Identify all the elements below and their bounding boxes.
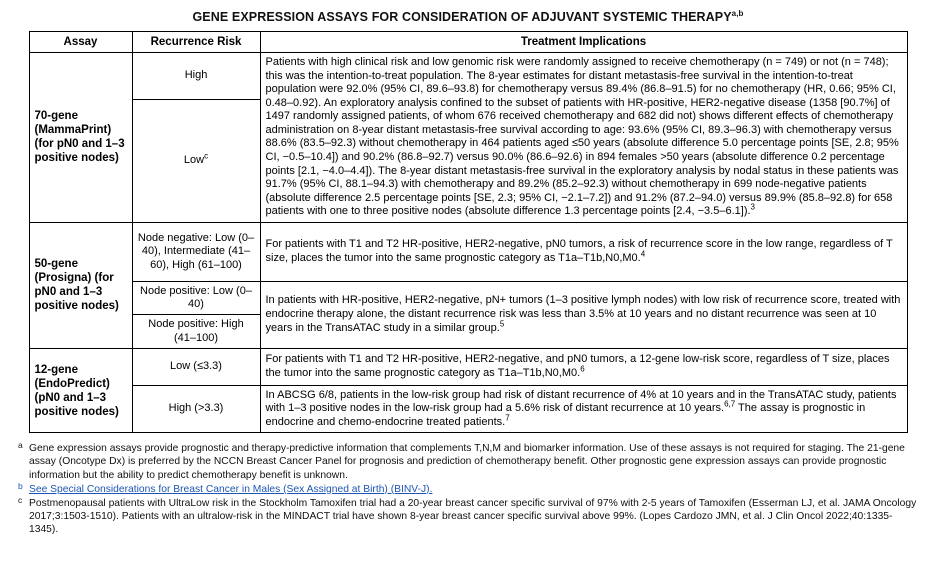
footnote-marker-c: c <box>18 494 23 505</box>
risk-footnote-marker: c <box>204 151 209 161</box>
table-row <box>29 385 907 433</box>
implication-text: For patients with T1 and T2 HR-positive, HER2-negative, and pN0 tumors, a 12-gene low-risk score, regardless of T size, places the tumor into the same prognostic category as T1a–T1b,N0,M0. <box>265 353 890 379</box>
page-title <box>14 10 922 24</box>
implication-reference: 6 <box>580 364 585 374</box>
treatment-implication-50-gene-node-negative <box>260 222 907 281</box>
footnote-link-special-considerations[interactable]: See Special Considerations for Breast Cancer in Males (Sex Assigned at Birth) (BINV-J). <box>29 483 433 495</box>
recurrence-risk-node-positive-low: Node positive: Low (0–40) <box>132 281 260 314</box>
footnote-marker-b: b <box>18 480 23 491</box>
footnote-a <box>18 442 918 481</box>
table-row <box>29 222 907 281</box>
footnote-text-c: Postmenopausal patients with UltraLow risk in the Stockholm Tamoxifen trial had a 20-year breast cancer specific survival of 97% with 2-5 years of Tamoxifen (Esserman LJ, et al. JAMA Oncology 2017;3:1503-1510). Patients with an ultralow-risk in the MINDACT trial have shown 8-year breast cancer specific survival above 99%. (Lopes Cardozo JMN, et al. J Clin Oncol 2022;40:1335-1345). <box>29 497 917 535</box>
treatment-implication-12-gene-low <box>260 348 907 385</box>
column-header-treatment-implications: Treatment Implications <box>260 32 907 53</box>
recurrence-risk-low-score: Low (≤3.3) <box>132 348 260 385</box>
recurrence-risk-node-negative: Node negative: Low (0–40), Intermediate (41–60), High (61–100) <box>132 222 260 281</box>
column-header-recurrence-risk: Recurrence Risk <box>132 32 260 53</box>
recurrence-risk-low <box>132 100 260 223</box>
table-body <box>29 53 907 433</box>
recurrence-risk-high <box>132 53 260 100</box>
table-row <box>29 348 907 385</box>
implication-reference-post: 7 <box>505 413 510 423</box>
implication-reference: 3 <box>750 202 755 212</box>
assay-name-12-gene: 12-gene (EndoPredict) (pN0 and 1–3 positive nodes) <box>29 348 132 433</box>
implication-reference: 4 <box>640 249 646 259</box>
footnote-b <box>18 480 918 496</box>
table-header <box>29 32 907 53</box>
footnote-text-a: Gene expression assays provide prognostic and therapy-predictive information that complements T,N,M and biomarker information. Use of these assays is not required for staging. The 21-gene assay (Oncotype Dx) is preferred by the NCCN Breast Cancer Panel for prognosis and prediction of chemotherapy benefit. Other prognostic gene expression assays can provide prognostic information but the ability to predict chemotherapy benefit is unknown. <box>29 443 905 481</box>
table-header-row <box>29 32 907 53</box>
gene-expression-assay-table <box>29 31 908 433</box>
treatment-implication-12-gene-high <box>260 385 907 433</box>
page-title-text: GENE EXPRESSION ASSAYS FOR CONSIDERATION OF ADJUVANT SYSTEMIC THERAPY <box>192 10 732 24</box>
table-row <box>29 281 907 314</box>
implication-text: Patients with high clinical risk and low genomic risk were randomly assigned to receive chemotherapy (n = 749) or not (n = 748); this was the intention-to-treat population. The 8-year estimates for distant metastasis-free survival in the intention-to-treat population were 92.0% (95% CI, 89.6–93.8) for chemotherapy versus 89.4% (86.8–91.5) for no chemotherapy (HR, 0.66; 95% CI, 0.48–0.92). An exploratory analysis confined to the subset of patients with HR-positive, HER2-negative disease (1358 [90.7%] of 1497 randomly assigned patients, of whom 676 received chemotherapy and 682 did not) shows different effects of chemotherapy administration on 8-year distant metastasis-free survival according to age: 93.6% (95% CI, 89.3–96.3) with chemotherapy versus 88.6% (83.5–92.3) without chemotherapy in 464 patients aged ≤50 years (absolute difference 5.0 percentage points [SE, 2.8; 95% CI, −0.5–10.4]) and 90.2% (86.8–92.7) versus 90.0% (86.6–92.6) in 894 females >50 years (absolute difference 0.2 percentage points [2.1, −4.0–4.4]). The 8-year distant metastasis-free survival in the exploratory analysis by nodal status in these patients was 91.7% (95% CI, 88.1–94.3) with chemotherapy and 89.2% (85.2–92.3) without chemotherapy in 699 node-negative patients (absolute difference 2.5 percentage points [SE, 2.3; 95% CI, −2.1–7.2]) and 91.2% (87.2–94.0) versus 89.9% (85.8–92.8) for 658 patients with one to three positive nodes (absolute difference 1.3 percentage points [2.4, −3.5–6.1]). <box>265 56 899 218</box>
assay-name-70-gene: 70-gene (MammaPrint) (for pN0 and 1–3 positive nodes) <box>29 53 132 223</box>
footnotes-section <box>18 442 918 535</box>
implication-text-pre: In ABCSG 6/8, patients in the low-risk group had risk of distant recurrence of 4% at 10 years and in the TransATAC study, patients with 1–3 positive nodes in the low-risk group had a 5.6% risk of distant recurrence at 10 years. <box>265 388 897 415</box>
column-header-assay: Assay <box>29 32 132 53</box>
implication-reference-pre: 6,7 <box>724 399 736 409</box>
implication-text: In patients with HR-positive, HER2-negative, pN+ tumors (1–3 positive lymph nodes) with low risk of recurrence score, treated with endocrine therapy alone, the distant recurrence risk was less than 3.5% at 10 years and no distant recurrence was seen at 10 years in the TransATAC study in a similar group. <box>265 294 901 334</box>
recurrence-risk-node-positive-high: Node positive: High (41–100) <box>132 315 260 348</box>
footnote-c <box>18 494 918 536</box>
treatment-implication-70-gene <box>260 53 907 223</box>
implication-text: For patients with T1 and T2 HR-positive, HER2-negative, pN0 tumors, a risk of recurrence score in the low range, regardless of T size, places the tumor into the same prognostic category as T1a–T1b,N0,M0. <box>265 238 893 264</box>
assay-name-50-gene: 50-gene (Prosigna) (for pN0 and 1–3 positive nodes) <box>29 222 132 348</box>
implication-text-post: The assay is prognostic in endocrine and chemo-endocrine treated patients. <box>265 402 866 428</box>
implication-reference: 5 <box>499 318 505 328</box>
risk-label: Low <box>183 154 205 167</box>
footnote-marker-a: a <box>18 440 23 451</box>
page-title-superscript: a,b <box>731 8 744 18</box>
risk-label: High <box>184 69 208 82</box>
table-row <box>29 53 907 100</box>
recurrence-risk-high-score: High (>3.3) <box>132 385 260 433</box>
treatment-implication-50-gene-node-positive <box>260 281 907 348</box>
